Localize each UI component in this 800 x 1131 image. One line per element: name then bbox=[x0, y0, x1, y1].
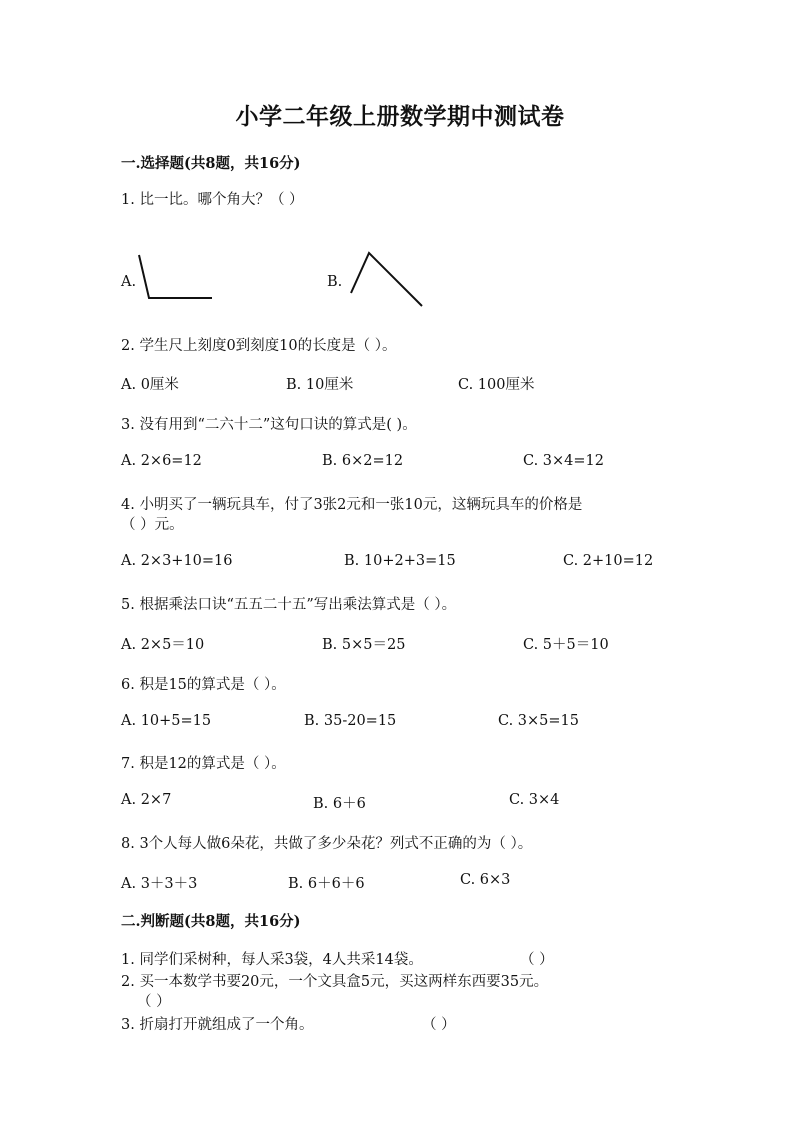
option-7c: C. 3×4 bbox=[509, 792, 560, 808]
question-7: 7. 积是12的算式是（ ）。 bbox=[121, 756, 286, 772]
question-2: 2. 学生尺上刻度0到刻度10的长度是（ ）。 bbox=[121, 338, 397, 354]
judgement-3: 3. 折扇打开就组成了一个角。 bbox=[121, 1017, 314, 1033]
option-7a: A. 2×7 bbox=[121, 792, 172, 808]
option-3a: A. 2×6=12 bbox=[121, 453, 202, 469]
option-2a: A. 0厘米 bbox=[121, 377, 179, 393]
section-heading-judgement: 二.判断题(共8题，共16分) bbox=[121, 913, 301, 930]
judgement-1: 1. 同学们采树种，每人采3袋，4人共采14袋。 bbox=[121, 952, 423, 968]
page-title: 小学二年级上册数学期中测试卷 bbox=[235, 103, 565, 130]
option-5b: B. 5×5＝25 bbox=[322, 637, 406, 653]
judgement-3-answer-blank: （ ） bbox=[422, 1017, 456, 1033]
question-4-continued: （ ）元。 bbox=[121, 517, 184, 533]
option-1a-label: A. bbox=[121, 274, 137, 290]
option-8a: A. 3＋3＋3 bbox=[121, 876, 198, 892]
option-6c: C. 3×5=15 bbox=[498, 713, 579, 729]
question-1: 1. 比一比。哪个角大？（ ） bbox=[121, 192, 304, 208]
option-6b: B. 35-20=15 bbox=[304, 713, 397, 729]
angle-a-figure bbox=[136, 252, 216, 304]
option-8b: B. 6＋6＋6 bbox=[288, 876, 365, 892]
question-6: 6. 积是15的算式是（ ）。 bbox=[121, 677, 286, 693]
section-heading-choice: 一.选择题(共8题，共16分) bbox=[121, 155, 301, 172]
option-3c: C. 3×4=12 bbox=[523, 453, 604, 469]
question-4: 4. 小明买了一辆玩具车，付了3张2元和一张10元，这辆玩具车的价格是 bbox=[121, 497, 583, 513]
option-4a: A. 2×3+10=16 bbox=[121, 553, 233, 569]
option-3b: B. 6×2=12 bbox=[322, 453, 404, 469]
option-2b: B. 10厘米 bbox=[286, 377, 354, 393]
option-8c: C. 6×3 bbox=[460, 872, 511, 888]
option-5c: C. 5＋5＝10 bbox=[523, 637, 609, 653]
angle-b-figure bbox=[348, 250, 428, 310]
option-2c: C. 100厘米 bbox=[458, 377, 535, 393]
option-4b: B. 10+2+3=15 bbox=[344, 553, 456, 569]
question-3: 3. 没有用到“二六十二”这句口诀的算式是( )。 bbox=[121, 417, 417, 433]
option-7b: B. 6＋6 bbox=[313, 796, 366, 812]
option-4c: C. 2+10=12 bbox=[563, 553, 654, 569]
judgement-1-answer-blank: （ ） bbox=[520, 952, 554, 968]
option-5a: A. 2×5＝10 bbox=[121, 637, 205, 653]
question-5: 5. 根据乘法口诀“五五二十五”写出乘法算式是（ ）。 bbox=[121, 597, 457, 613]
judgement-2-answer-blank: （ ） bbox=[137, 994, 171, 1010]
question-8: 8. 3个人每人做6朵花，共做了多少朵花？列式不正确的为（ ）。 bbox=[121, 836, 533, 852]
option-1b-label: B. bbox=[327, 274, 343, 290]
option-6a: A. 10+5=15 bbox=[121, 713, 212, 729]
judgement-2: 2. 买一本数学书要20元，一个文具盒5元，买这两样东西要35元。 bbox=[121, 974, 549, 990]
